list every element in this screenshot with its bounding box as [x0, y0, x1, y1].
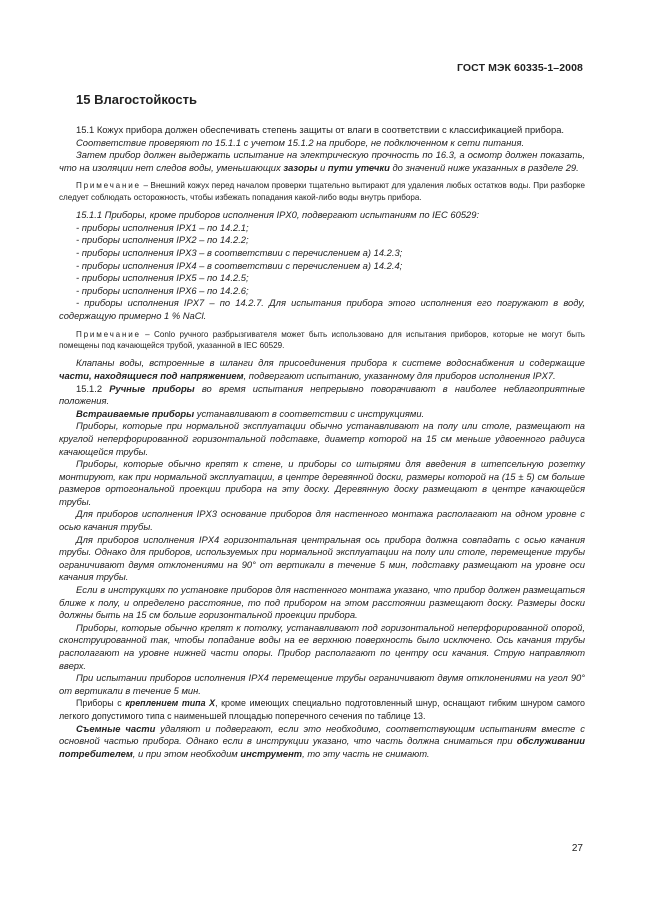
term-built-in: Встраиваемые приборы	[76, 407, 195, 419]
paragraph-built-in: Встраиваемые приборы устанавливают в соответствии с инструкциями.	[76, 407, 425, 419]
paragraph-floor-appliances: Приборы, которые при нормальной эксплуатации обычно устанавливают на полу или столе, размещают на круглой неперфорированной горизонтальной подставке, диаметр которой на 15 см меньше удвоенного радиуса качающейся трубы.	[59, 420, 585, 457]
term-detachable: Съемные части	[76, 722, 156, 734]
paragraph-water-valves: Клапаны воды, встроенные в шланги для присоединения прибора к системе водоснабжения и содержащие части, находящиеся под напряжением, подвергают испытанию, указанному для приборов исполнения IPX7.	[59, 357, 585, 381]
section-title: 15 Влагостойкость	[76, 92, 198, 107]
note-1: Примечание – Внешний кожух перед началом проверки тщательно вытирают для удаления любых остатков воды. При разборке следует соблюдать осторожность, чтобы избежать попадания какой-либо воды внутрь прибора.	[59, 181, 585, 202]
paragraph-15-1-2: 15.1.2 Ручные приборы во время испытания непрерывно поворачивают в наиболее неблагоприятные положения.	[59, 382, 585, 407]
paragraph-15-1-1: 15.1.1 Приборы, кроме приборов исполнения IPX0, подвергают испытаниям по IEC 60529:	[76, 209, 480, 221]
list-item: - приборы исполнения IPX6 – по 14.2.6;	[76, 284, 249, 296]
term-type-x: креплением типа X	[125, 698, 216, 709]
paragraph-compliance: Соответствие проверяют по 15.1.1 с учетом 15.1.2 на приборе, не подключенном к сети питания.	[76, 136, 525, 148]
paragraph-ceiling: Приборы, которые обычно крепят к потолку, устанавливают под горизонтальной неперфорированной опорой, сконструированной так, чтобы попадание воды на ее верхнюю поверхность было исключено. Ось качания трубы располагают на уровне нижней части опоры. Прибор располагают по центру оси качания. Струю направляют вверх.	[59, 621, 585, 671]
note-2: Примечание – Conlo ручного разбрызгивателя может быть использовано для испытания приборов, которые не могут быть помещены под качающейся трубой, указанной в IEC 60529.	[59, 329, 585, 350]
paragraph-ipx3: Для приборов исполнения IPX3 основание приборов для настенного монтажа располагают на одном уровне с осью качания трубы.	[59, 508, 585, 533]
paragraph-wall-appliances: Приборы, которые обычно крепят к стене, и приборы со штырями для введения в штепсельную розетку монтируют, как при нормальной эксплуатации, в центре деревянной доски, размеры которой на (15 ± 5) см больше размеров ортогональной проекции прибора на эту доску. Деревянную доску размещают в центре качающейся трубы.	[59, 458, 585, 507]
list-item: - приборы исполнения IPX5 – по 14.2.5;	[76, 272, 249, 284]
paragraph-ipx4: Для приборов исполнения IPX4 горизонтальная центральная ось прибора должна совпадать с осью качания трубы. Однако для приборов, используемых при нормальной эксплуатации на полу или столе, перемещение трубы ограничивают двумя отклонениями на 90° от вертикали в течение 5 мин, подставку размещают на уровне оси качания трубы.	[59, 533, 585, 583]
paragraph-instructions: Если в инструкциях по установке приборов для настенного монтажа указано, что прибор должен размещаться ближе к полу, и определено расстояние, то под прибором на этом расстоянии размещают доску. Размеры доски должны быть на 15 см больше горизонтальной проекции прибора.	[59, 584, 585, 621]
list-item: - приборы исполнения IPX7 – по 14.2.7. Для испытания прибора этого исполнения его погружают в воду, содержащую примерно 1 % NaCl.	[59, 297, 585, 321]
paragraph-ipx4-limits: При испытании приборов исполнения IPX4 перемещение трубы ограничивают двумя отклонениями на угол 90° от вертикали в течение 5 мин.	[59, 672, 585, 696]
list-item: - приборы исполнения IPX3 – в соответствии с перечислением a) 14.2.3;	[76, 246, 403, 258]
page-number: 27	[571, 843, 583, 854]
note-label: Примечание	[76, 181, 141, 191]
paragraph-type-x: Приборы с креплением типа X, кроме имеющих специально подготовленный шнур, оснащают гибким шнуром самого легкого допустимого типа с наименьшей площадью поперечного сечения по таблице 13.	[59, 698, 585, 721]
note-label: Примечание	[76, 329, 141, 339]
term-clearances: зазоры	[283, 161, 318, 173]
list-item: - приборы исполнения IPX2 – по 14.2.2;	[76, 234, 249, 246]
document-body	[59, 124, 585, 760]
term-hand-held: Ручные приборы	[109, 382, 195, 394]
paragraph-15-1: 15.1 Кожух прибора должен обеспечивать степень защиты от влаги в соответствии с классификацией прибора.	[76, 124, 565, 135]
paragraph-electric-strength: Затем прибор должен выдержать испытание на электрическую прочность по 16.3, а осмотр должен показать, что на изоляции нет следов воды, уменьшающих зазоры и пути утечки до значений ниже указанных в разделе 29.	[59, 149, 585, 173]
document-code: ГОСТ МЭК 60335-1–2008	[456, 62, 583, 74]
term-user-maintenance: обслуживании потребителем	[59, 735, 585, 759]
term-live-parts: части, находящиеся под напряжением	[59, 369, 244, 381]
term-tool: инструмент	[240, 747, 303, 759]
list-item: - приборы исполнения IPX4 – в соответствии с перечислением a) 14.2.4;	[76, 259, 403, 271]
paragraph-detachable: Съемные части удаляют и подвергают, если это необходимо, соответствующим испытаниям вместе с основной частью прибора. Однако если в инструкции указано, что часть должна сниматься при обслуживании потребителем, и при этом необходим инструмент, то эту часть не снимают.	[59, 722, 585, 759]
list-item: - приборы исполнения IPX1 – по 14.2.1;	[76, 221, 249, 233]
term-creepage: пути утечки	[327, 161, 390, 173]
